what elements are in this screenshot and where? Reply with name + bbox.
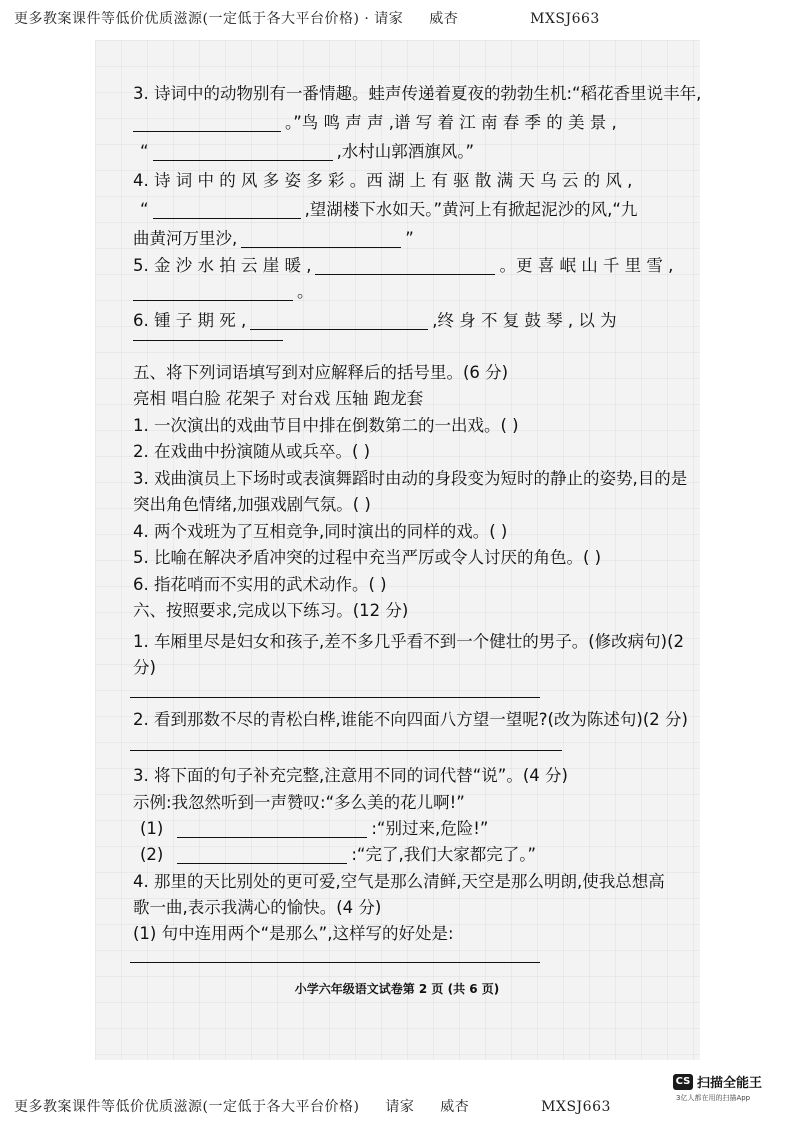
q4-5-line2: 。: [133, 278, 314, 302]
q4-4-line3: 曲黄河万里沙, ”: [133, 229, 414, 248]
answer-blank[interactable]: [177, 819, 367, 838]
section-5-item-4: 4. 两个戏班为了互相竞争,同时演出的同样的戏。( ): [133, 522, 508, 541]
q4-5-line1: 5. 金 沙 水 拍 云 崖 暖 , 。更 喜 岷 山 千 里 雪 ,: [133, 256, 674, 275]
answer-blank[interactable]: [177, 845, 347, 864]
q4-4-line1: 4. 诗 词 中 的 风 多 姿 多 彩 。西 湖 上 有 驱 散 满 天 乌 云 的 风 ,: [133, 171, 633, 190]
q4-3-line3: “ ,水村山郭酒旗风。”: [140, 142, 475, 161]
answer-blank[interactable]: [133, 340, 283, 341]
section-6-q4-line1: 4. 那里的天比别处的更可爱,空气是那么清鲜,天空是那么明朗,使我总想高: [133, 872, 665, 891]
section-5-word-bank: 亮相 唱白脸 花架子 对台戏 压轴 跑龙套: [133, 389, 424, 408]
banner-contact-name: 威杏: [429, 11, 459, 27]
answer-line[interactable]: [130, 962, 540, 963]
section-5-item-2: 2. 在戏曲中扮演随从或兵卒。( ): [133, 442, 371, 461]
section-5-item-3: 3. 戏曲演员上下场时或表演舞蹈时由动的身段变为短时的静止的姿势,目的是: [133, 469, 688, 488]
section-6-q3-1: (1) :“别过来,危险!”: [140, 819, 489, 838]
banner-code: MXSJ663: [541, 1099, 611, 1115]
bottom-banner: [14, 1096, 611, 1116]
answer-blank[interactable]: [133, 282, 293, 301]
page-footer: 小学六年级语文试卷第 2 页 (共 6 页): [294, 982, 500, 996]
top-banner: 更多教案课件等低价优质滋源(一定低于各大平台价格) · 请家 威杏 MXSJ663: [14, 11, 600, 27]
answer-line[interactable]: [130, 697, 540, 698]
section-6-q1-line2: 分): [133, 658, 156, 677]
banner-ad-text: 更多教案课件等低价优质滋源(一定低于各大平台价格): [14, 1099, 360, 1115]
answer-blank[interactable]: [315, 256, 495, 275]
q4-3-line1: 3. 诗词中的动物别有一番情趣。蛙声传递着夏夜的勃勃生机:“稻花香里说丰年,: [133, 84, 702, 103]
section-5-item-3-cont: 突出角色情绪,加强戏剧气氛。( ): [133, 495, 371, 514]
q4-4-line2: “ ,望湖楼下水如天。”黄河上有掀起泥沙的风,“九: [140, 200, 638, 219]
answer-blank[interactable]: [153, 200, 301, 219]
section-5-item-1: 1. 一次演出的戏曲节目中排在倒数第二的一出戏。( ): [133, 416, 519, 435]
answer-blank[interactable]: [153, 142, 333, 161]
camscanner-tagline: 3亿人都在用的扫描App: [676, 1094, 751, 1102]
camscanner-icon: CS: [673, 1074, 693, 1090]
section-6-q1-line1: 1. 车厢里尽是妇女和孩子,差不多几乎看不到一个健壮的男子。(修改病句)(2: [133, 632, 685, 651]
section-6-title: 六、按照要求,完成以下练习。(12 分): [133, 601, 409, 620]
section-6-q3: 3. 将下面的句子补充完整,注意用不同的词代替“说”。(4 分): [133, 766, 568, 785]
section-6-q2: 2. 看到那数不尽的青松白桦,谁能不向四面八方望一望呢?(改为陈述句)(2 分): [133, 710, 688, 729]
banner-contact-name: 威杏: [440, 1099, 470, 1115]
section-6-q3-2: (2) :“完了,我们大家都完了。”: [140, 845, 537, 864]
banner-ad-text: 更多教案课件等低价优质滋源(一定低于各大平台价格): [14, 11, 360, 27]
q4-6-line1: 6. 锺 子 期 死 , ,终 身 不 复 鼓 琴 , 以 为: [133, 311, 617, 330]
section-6-q3-example: 示例:我忽然听到一声赞叹:“多么美的花儿啊!”: [133, 793, 465, 812]
answer-line[interactable]: [130, 750, 562, 751]
camscanner-name: 扫描全能王: [697, 1076, 763, 1091]
section-5-title: 五、将下列词语填写到对应解释后的括号里。(6 分): [133, 363, 509, 382]
q4-3-line2: 。”鸟 鸣 声 声 ,谱 写 着 江 南 春 季 的 美 景 ,: [133, 109, 617, 133]
answer-blank[interactable]: [241, 229, 401, 248]
answer-blank[interactable]: [133, 113, 281, 132]
camscanner-logo: [673, 1072, 762, 1091]
banner-code: MXSJ663: [530, 11, 600, 27]
section-5-item-5: 5. 比喻在解决矛盾冲突的过程中充当严厉或令人讨厌的角色。( ): [133, 548, 602, 567]
section-6-q4-1: (1) 句中连用两个“是那么”,这样写的好处是:: [133, 924, 454, 943]
section-6-q4-line2: 歌一曲,表示我满心的愉快。(4 分): [133, 898, 382, 917]
section-5-item-6: 6. 指花哨而不实用的武术动作。( ): [133, 575, 387, 594]
answer-blank[interactable]: [250, 311, 428, 330]
banner-contact-label: 请家: [385, 1099, 415, 1115]
banner-contact-label: 请家: [374, 11, 404, 27]
